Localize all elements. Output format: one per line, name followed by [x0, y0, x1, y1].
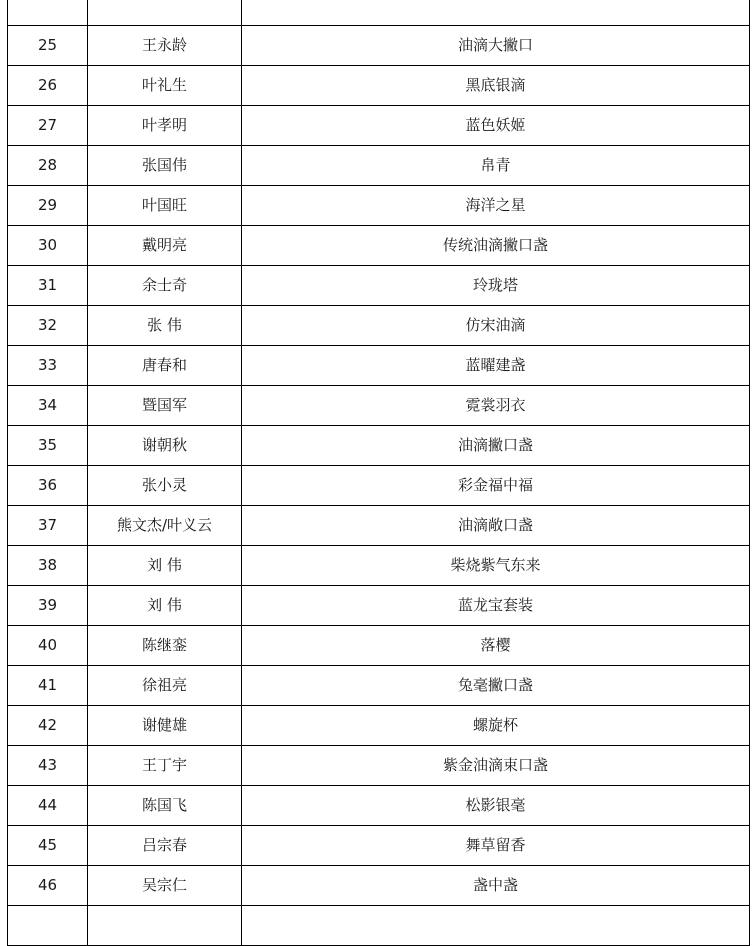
artist-name-cell: 戴明亮	[88, 226, 242, 266]
table-row	[8, 626, 750, 666]
row-number-cell: 27	[8, 106, 88, 146]
work-title-cell: 传统油滴撇口盏	[242, 226, 750, 266]
table-row	[8, 0, 750, 26]
row-number-cell: 41	[8, 666, 88, 706]
table-row	[8, 466, 750, 506]
work-title-cell: 彩金福中福	[242, 466, 750, 506]
row-number-cell: 40	[8, 626, 88, 666]
row-number-cell: 38	[8, 546, 88, 586]
artist-name-cell: 叶孝明	[88, 106, 242, 146]
work-title-cell: 帛青	[242, 146, 750, 186]
row-number-cell: 45	[8, 826, 88, 866]
work-title-cell: 黑底银滴	[242, 66, 750, 106]
artist-name-cell: 王永龄	[88, 26, 242, 66]
artist-name-cell: 吴宗仁	[88, 866, 242, 906]
work-title-cell: 蓝色妖姬	[242, 106, 750, 146]
row-number-cell	[8, 0, 88, 26]
row-number-cell: 36	[8, 466, 88, 506]
work-title-cell: 油滴敞口盏	[242, 506, 750, 546]
work-title-cell: 玲珑塔	[242, 266, 750, 306]
work-title-cell	[242, 906, 750, 946]
work-title-cell: 蓝龙宝套装	[242, 586, 750, 626]
artist-name-cell: 刘 伟	[88, 546, 242, 586]
work-title-cell: 油滴大撇口	[242, 26, 750, 66]
work-title-cell: 柴烧紫气东来	[242, 546, 750, 586]
artist-name-cell: 谢健雄	[88, 706, 242, 746]
artist-name-cell	[88, 0, 242, 26]
row-number-cell: 28	[8, 146, 88, 186]
row-number-cell: 35	[8, 426, 88, 466]
row-number-cell: 39	[8, 586, 88, 626]
table-row	[8, 306, 750, 346]
table-row	[8, 866, 750, 906]
row-number-cell: 44	[8, 786, 88, 826]
artist-name-cell: 暨国军	[88, 386, 242, 426]
work-title-cell: 海洋之星	[242, 186, 750, 226]
artist-name-cell: 张小灵	[88, 466, 242, 506]
row-number-cell: 34	[8, 386, 88, 426]
table-row	[8, 666, 750, 706]
table-row	[8, 26, 750, 66]
table-row	[8, 346, 750, 386]
artist-name-cell: 刘 伟	[88, 586, 242, 626]
artist-name-cell: 叶礼生	[88, 66, 242, 106]
row-number-cell: 32	[8, 306, 88, 346]
artist-name-cell: 陈国飞	[88, 786, 242, 826]
table-row	[8, 226, 750, 266]
row-number-cell: 42	[8, 706, 88, 746]
table-row	[8, 786, 750, 826]
artist-name-cell: 唐春和	[88, 346, 242, 386]
table-row	[8, 426, 750, 466]
table-row	[8, 826, 750, 866]
row-number-cell: 31	[8, 266, 88, 306]
work-title-cell: 兔毫撇口盏	[242, 666, 750, 706]
artist-name-cell: 张 伟	[88, 306, 242, 346]
work-title-cell: 舞草留香	[242, 826, 750, 866]
table-row	[8, 746, 750, 786]
artist-name-cell: 徐祖亮	[88, 666, 242, 706]
table-row	[8, 106, 750, 146]
row-number-cell: 46	[8, 866, 88, 906]
award-list-table	[7, 0, 750, 946]
table-row	[8, 186, 750, 226]
artist-name-cell: 余士奇	[88, 266, 242, 306]
table-body	[8, 0, 750, 946]
row-number-cell: 25	[8, 26, 88, 66]
work-title-cell: 油滴撇口盏	[242, 426, 750, 466]
table-row	[8, 146, 750, 186]
work-title-cell: 落樱	[242, 626, 750, 666]
row-number-cell: 37	[8, 506, 88, 546]
table-row	[8, 706, 750, 746]
work-title-cell: 螺旋杯	[242, 706, 750, 746]
table-row	[8, 266, 750, 306]
table-row	[8, 386, 750, 426]
work-title-cell: 盏中盏	[242, 866, 750, 906]
artist-name-cell: 谢朝秋	[88, 426, 242, 466]
row-number-cell: 26	[8, 66, 88, 106]
artist-name-cell: 熊文杰/叶义云	[88, 506, 242, 546]
row-number-cell: 33	[8, 346, 88, 386]
table-row	[8, 546, 750, 586]
table-row	[8, 506, 750, 546]
table-row	[8, 906, 750, 946]
artist-name-cell: 吕宗春	[88, 826, 242, 866]
row-number-cell: 30	[8, 226, 88, 266]
table-row	[8, 66, 750, 106]
artist-name-cell: 陈继銮	[88, 626, 242, 666]
work-title-cell: 仿宋油滴	[242, 306, 750, 346]
work-title-cell: 蓝曜建盏	[242, 346, 750, 386]
artist-name-cell: 张国伟	[88, 146, 242, 186]
artist-name-cell: 王丁宇	[88, 746, 242, 786]
row-number-cell: 29	[8, 186, 88, 226]
table-row	[8, 586, 750, 626]
work-title-cell: 松影银毫	[242, 786, 750, 826]
work-title-cell	[242, 0, 750, 26]
artist-name-cell: 叶国旺	[88, 186, 242, 226]
row-number-cell	[8, 906, 88, 946]
row-number-cell: 43	[8, 746, 88, 786]
work-title-cell: 霓裳羽衣	[242, 386, 750, 426]
artist-name-cell	[88, 906, 242, 946]
work-title-cell: 紫金油滴束口盏	[242, 746, 750, 786]
